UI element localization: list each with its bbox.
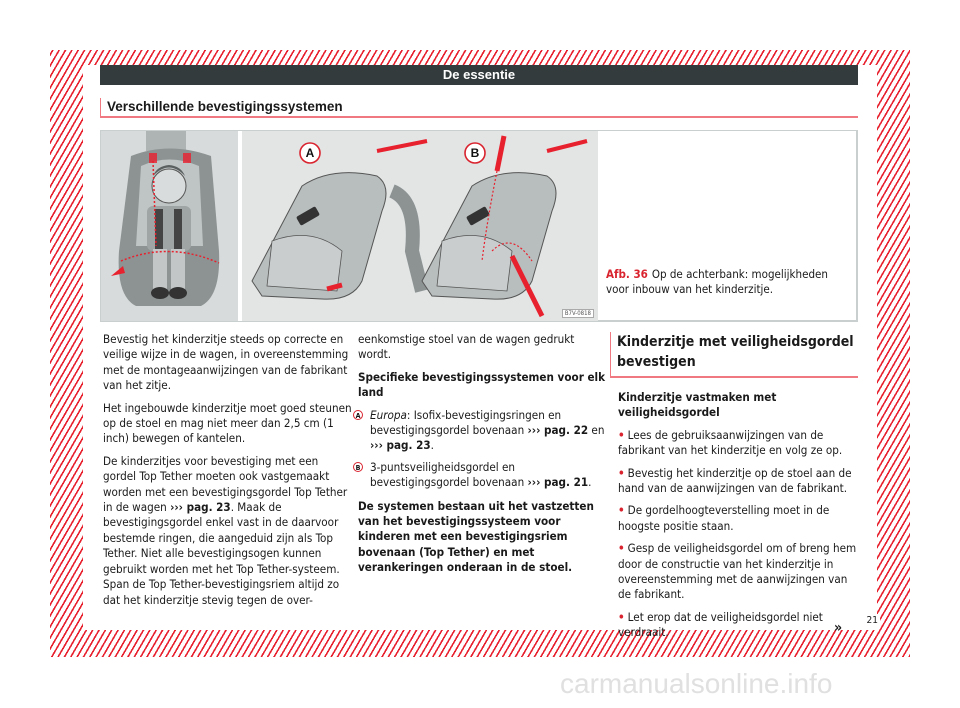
note-paragraph: De systemen bestaan uit het vastzetten van het bevestigingssysteem voor kinderen met een bevestigingsriem bovenaan (Top Tether) en met verankeringen onderaan in de stoel. [358, 498, 594, 575]
marker-a-icon [300, 143, 320, 163]
paragraph-top-tether: De kinderzitjes voor bevestiging met een gordel Top Tether moeten ook vastgemaakt worden met een bevestigingsgordel Top Tether in de wagen ››› pag. 23. Maak de bevestigingsgordel enkel vast in de daarvoor bestemde ringen, die aangeduid zijn als Top Tether. Niet alle bevestigingsogen kunnen gebruikt worden met het Top Tether-systeem. Span de Top Tether-bevestigingsriem altijd zo dat het kinderzitje stevig tegen de over- [103, 453, 348, 607]
section-title: Verschillende bevestigingssystemen [100, 98, 858, 118]
marker-b-icon [465, 143, 485, 163]
bullet-icon: • [618, 465, 625, 480]
page-reference-link[interactable]: ››› pag. 21 [527, 475, 589, 490]
legend-item-a: A Europa: Isofix-bevestigingsringen en bevestigingsgordel bovenaan ››› pag. 22 en ››› pag. 23. [358, 408, 608, 454]
figure-illustration [101, 131, 598, 321]
bullet-item: • Gesp de veiligheidsgordel om of breng hem door de constructie van het kinderzitje in overeenstemming met de aanwijzingen van de fabrikant. [618, 541, 857, 602]
svg-text:A: A [305, 146, 315, 160]
bullet-icon: • [618, 427, 625, 442]
continue-arrow-icon: » [834, 620, 843, 636]
legend-item-b: B 3-puntsveiligheidsgordel en bevestigingsgordel bovenaan ››› pag. 21. [358, 460, 608, 491]
badge-b-icon: B [353, 462, 363, 472]
page-reference-link[interactable]: ››› pag. 23 [370, 438, 431, 453]
bullet-item: • De gordelhoogteverstelling moet in de hoogste positie staan. [618, 503, 830, 533]
page-number: 21 [854, 614, 880, 627]
child-seat-illustration [101, 131, 238, 321]
column-3 [618, 332, 858, 648]
paragraph-continuation: eenkomstige stoel van de wagen gedrukt wordt. [358, 332, 575, 362]
bullet-item: • Bevestig het kinderzitje op de stoel aan de hand van de aanwijzingen van de fabrikant. [618, 465, 852, 496]
figure-label: Afb. 36 [606, 267, 648, 281]
page-reference-link[interactable]: ››› pag. 22 [527, 423, 589, 438]
subheading: Kinderzitje vastmaken met veiligheidsgordel [618, 390, 777, 420]
chapter-header: De essentie [100, 65, 858, 85]
figure-caption-text: Op de achterbank: mogelijkheden voor inbouw van het kinderzitje. [606, 267, 828, 296]
seat-a-illustration [252, 141, 427, 299]
page-reference-link[interactable]: ››› pag. 23 [170, 500, 231, 515]
bullet-icon: • [618, 609, 625, 624]
badge-a-icon: A [353, 410, 363, 420]
figure-code: B7V-0818 [562, 309, 594, 318]
paragraph: Het ingebouwde kinderzitje moet goed steunen op de stoel en mag niet meer dan 2,5 cm (1 inch) bewegen of kantelen. [103, 400, 352, 446]
figure-caption [606, 267, 854, 297]
bullet-item: • Lees de gebruiksaanwijzingen van de fabrikant van het kinderzitje en volg ze op. [618, 427, 843, 458]
subheading: Specifieke bevestigingssystemen voor elk land [358, 369, 606, 400]
seat-b-illustration [422, 136, 587, 316]
paragraph: Bevestig het kinderzitje steeds op correcte en veilige wijze in de wagen, in overeenstemming met de montageaanwijzingen van de fabrikant van het zitje. [103, 332, 349, 393]
bullet-item: • Let erop dat de veiligheidsgordel niet verdraait. [618, 609, 823, 640]
seat-diagrams [242, 131, 598, 321]
svg-text:B: B [470, 146, 480, 160]
child-in-seat-panel [101, 131, 238, 321]
column-1 [103, 332, 353, 615]
figure-box [100, 130, 858, 322]
section-title-2: Kinderzitje met veiligheidsgordel bevestigen [610, 332, 858, 378]
bullet-icon: • [618, 503, 625, 518]
bullet-icon: • [618, 541, 625, 556]
column-2 [355, 332, 608, 583]
watermark: carmanualsonline.info [560, 668, 833, 699]
